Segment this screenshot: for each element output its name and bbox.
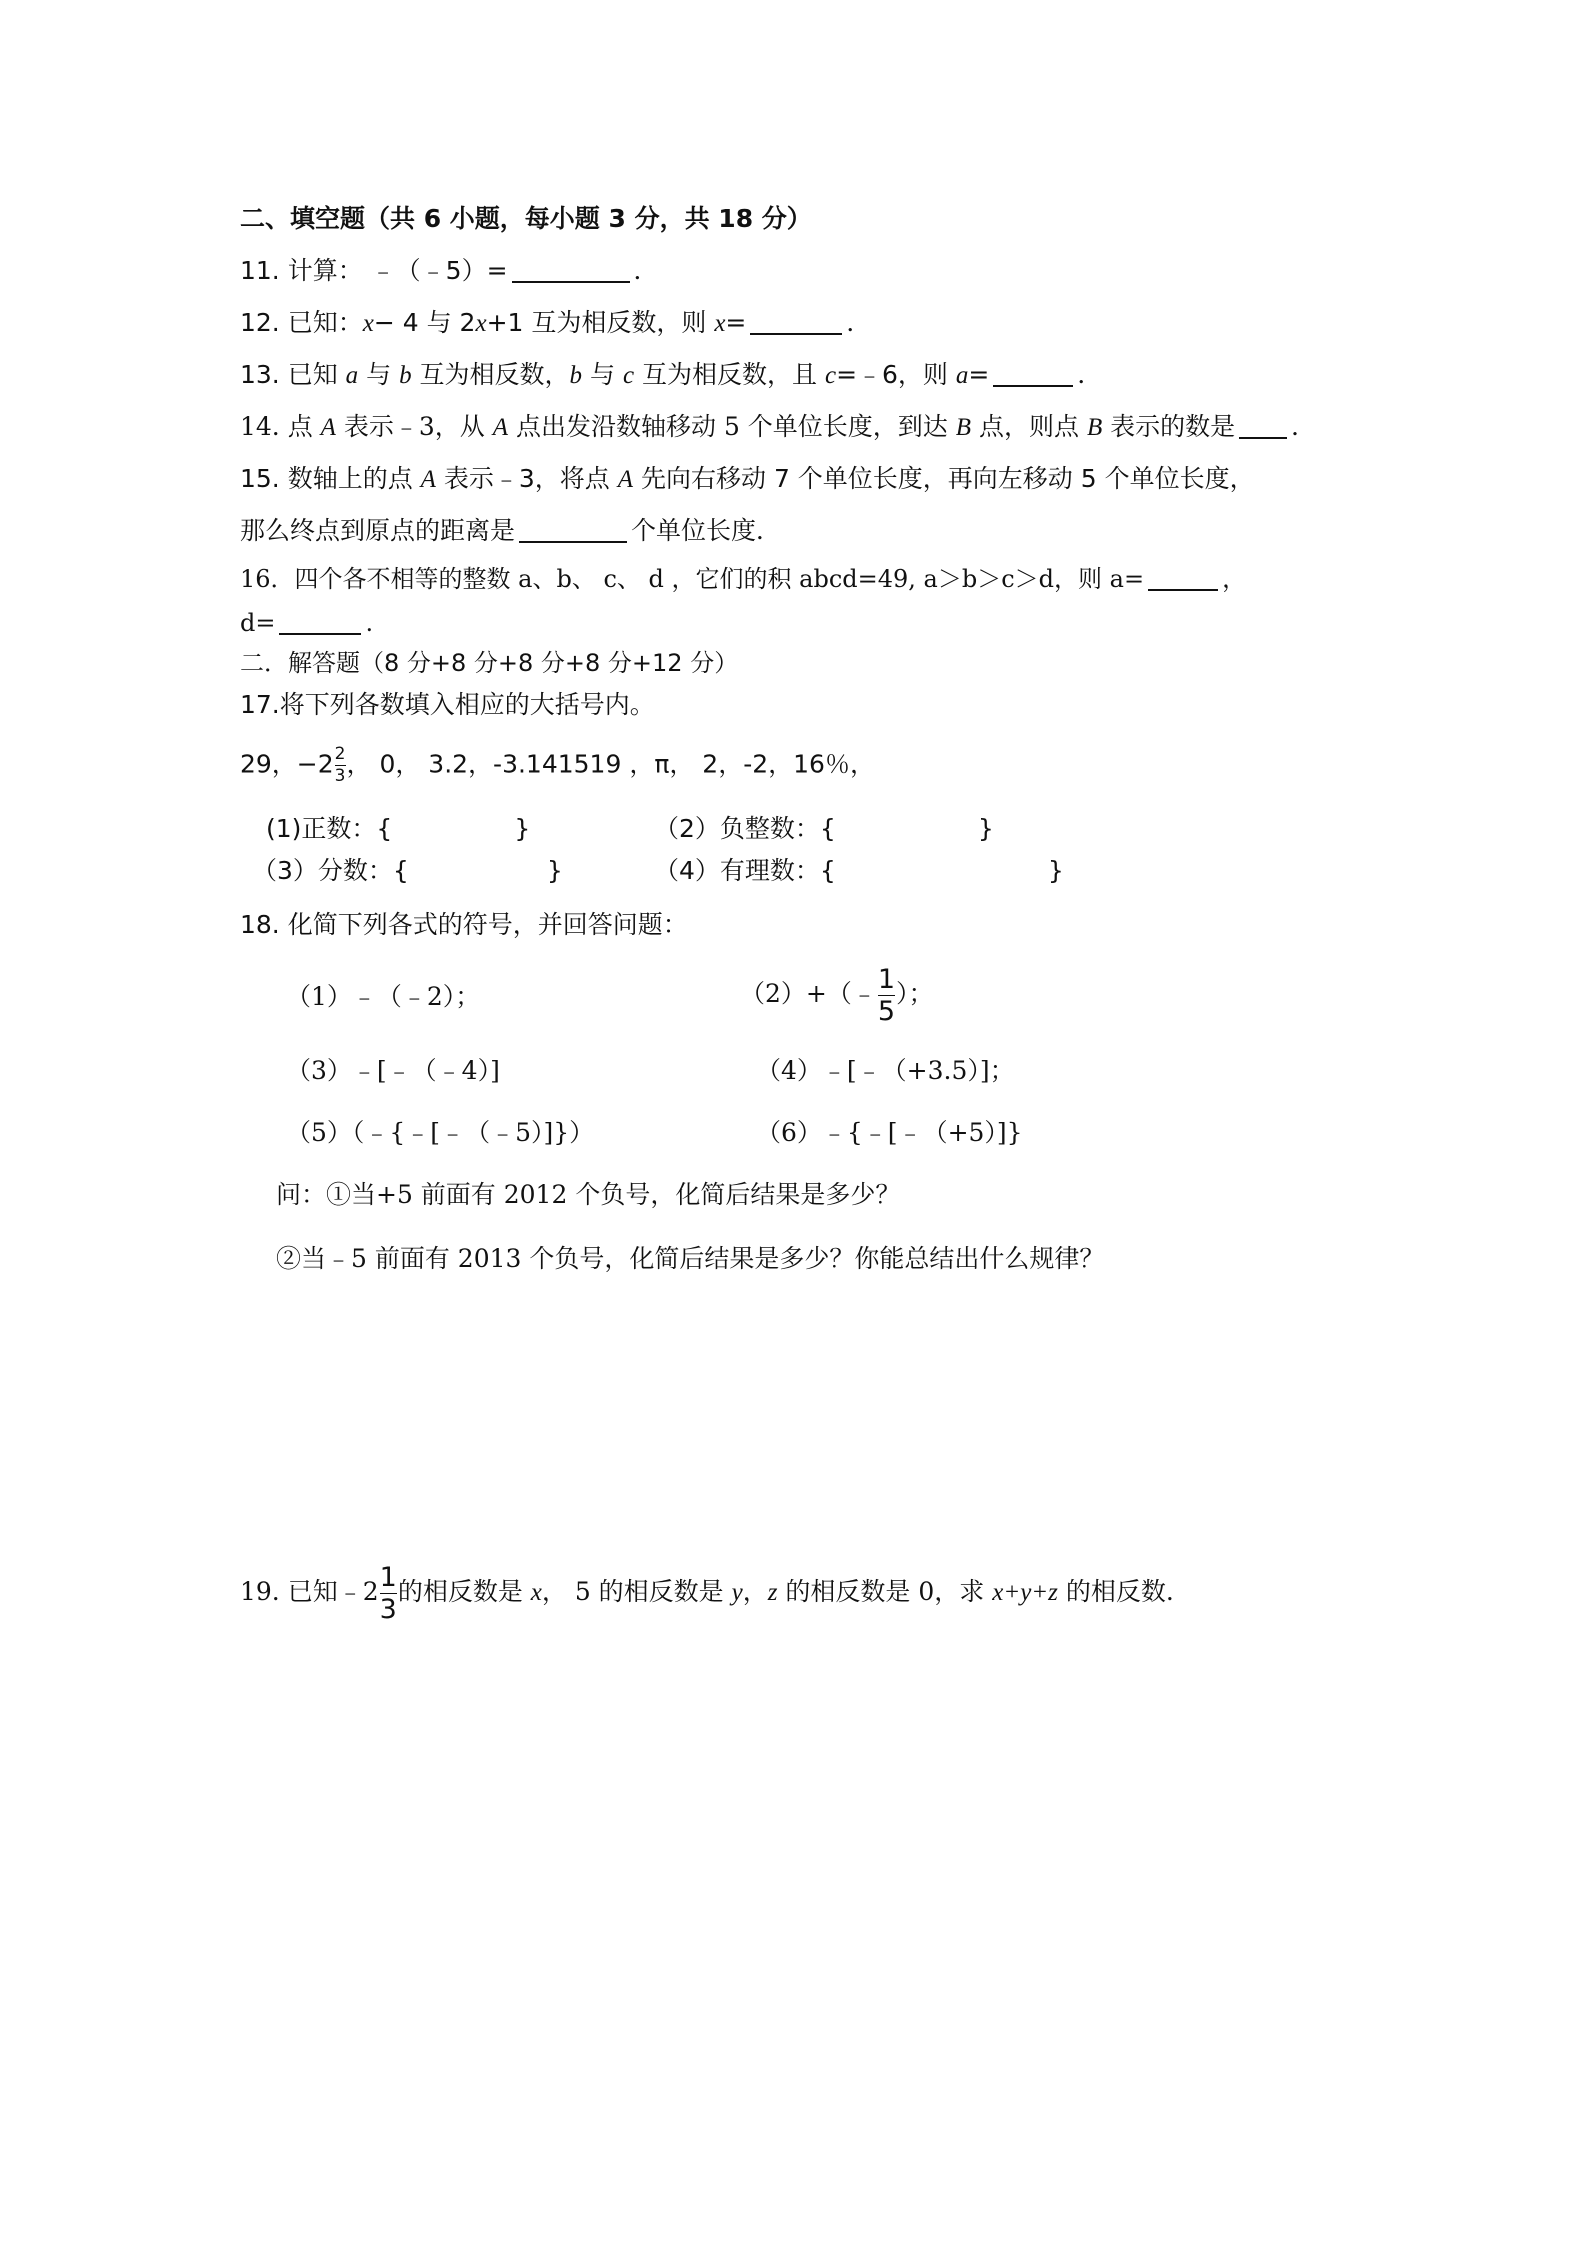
question-14 (240, 410, 1316, 445)
question-18-ask-2 (276, 1242, 1104, 1276)
brace-close: } (514, 814, 531, 843)
brace-close: } (1047, 856, 1064, 885)
question-text: 19. 已知﹣2 (240, 1577, 379, 1606)
text: 已知： (287, 308, 363, 337)
question-number: 13. (240, 360, 280, 389)
question-end: ． (846, 308, 872, 337)
variable-z: z (767, 1579, 778, 1606)
part-6 (756, 1116, 1023, 1150)
question-text: 的相反数是 (397, 1577, 531, 1606)
question-12 (240, 306, 871, 341)
point-a: A (492, 414, 509, 441)
fraction-numerator: 2 (334, 744, 346, 764)
part-1 (286, 980, 480, 1014)
question-end: ． (1291, 412, 1317, 441)
point-a: A (320, 414, 336, 441)
category-label: （4）有理数：{ (654, 856, 836, 885)
question-text: ， 5 的相反数是 (541, 1577, 732, 1606)
fraction (335, 746, 346, 785)
question-text: 计算： ﹣（﹣5）= (287, 256, 508, 285)
expression: （6）﹣{﹣[﹣（+5）]} (756, 1118, 1023, 1147)
question-number: 12. (240, 308, 280, 337)
fraction (878, 966, 895, 1025)
question-16-line-2 (240, 606, 373, 640)
text: 表示﹣3，将点 (435, 464, 618, 493)
variable-a: a (345, 362, 359, 389)
expression: （3）﹣[﹣（﹣4）] (286, 1056, 500, 1085)
text: 表示﹣3，从 (335, 412, 493, 441)
expression: （5）（﹣{﹣[﹣（﹣5）]}） (286, 1118, 595, 1147)
section-title-text: 二．解答题（8 分+8 分+8 分+8 分+12 分） (240, 649, 739, 677)
fraction-numerator: 1 (379, 1562, 397, 1593)
text: ， 0， 3.2，-3.141519 ，π， 2，-2，16％， (346, 749, 875, 779)
text: 点，则点 (971, 412, 1087, 441)
answer-blank-d[interactable] (279, 609, 361, 635)
variable-x: x (362, 310, 374, 337)
text: . (365, 609, 374, 637)
answer-blank[interactable] (519, 517, 627, 543)
text: = (968, 360, 990, 389)
expression: ）； (896, 979, 934, 1008)
text: 先向右移动 7 个单位长度，再向左移动 5 个单位长度， (633, 464, 1255, 493)
text: 那么终点到原点的距离是 (240, 516, 516, 545)
question-text: 的相反数. (1057, 1577, 1174, 1606)
text: 29，−2 (240, 749, 334, 779)
variable-y: y (731, 1579, 743, 1606)
point-b: B (1086, 414, 1103, 441)
answer-blank-a[interactable] (1148, 565, 1218, 591)
question-text: 的相反数是 0，求 (777, 1577, 993, 1606)
text: d= (240, 609, 276, 637)
answer-blank[interactable] (512, 257, 630, 283)
part-5 (286, 1116, 594, 1150)
variable-c: c (622, 362, 635, 389)
question-text: ②当﹣5 前面有 2013 个负号，化简后结果是多少？你能总结出什么规律？ (276, 1244, 1105, 1273)
expression: （4）﹣[﹣（+3.5）]； (756, 1056, 1015, 1085)
answer-blank[interactable] (750, 309, 842, 335)
text: 与 (582, 360, 623, 389)
question-text: 18. 化简下列各式的符号，并回答问题： (240, 910, 688, 939)
answer-blank[interactable] (1239, 413, 1287, 439)
section-title-text: 二、填空题（共 6 小题，每小题 3 分，共 18 分） (240, 204, 812, 233)
question-11 (240, 254, 659, 288)
question-19 (240, 1564, 1174, 1623)
category-label: （3）分数：{ (252, 856, 409, 885)
fraction (380, 1564, 397, 1623)
brace-close: } (546, 856, 563, 885)
question-18-title (240, 908, 688, 942)
fraction-numerator: 1 (877, 964, 896, 995)
section-title-answer (240, 646, 738, 680)
expression-xyz: x+y+z (992, 1579, 1058, 1606)
category-rational (654, 854, 1064, 888)
question-15-line-2 (240, 514, 781, 548)
question-17-numbers (240, 746, 875, 785)
fraction-denominator: 3 (379, 1594, 397, 1625)
variable-b: b (569, 362, 583, 389)
question-number: 11. (240, 256, 280, 285)
text: +1 互为相反数，则 (486, 308, 715, 337)
part-4 (756, 1054, 1015, 1088)
question-18-ask-1 (276, 1178, 900, 1212)
text: 互为相反数，且 (634, 360, 825, 389)
category-positive (266, 812, 530, 846)
category-negative-integer (654, 812, 994, 846)
text: 点 (287, 412, 321, 441)
text: 点出发沿数轴移动 5 个单位长度，到达 (508, 412, 956, 441)
point-b: B (955, 414, 972, 441)
category-fraction (252, 854, 563, 888)
text: 个单位长度． (631, 516, 782, 545)
answer-blank[interactable] (993, 361, 1073, 387)
expression: （2）+（﹣ (740, 979, 877, 1008)
variable-x: x (714, 310, 726, 337)
question-16-line-1 (240, 562, 1246, 596)
text: = (725, 308, 747, 337)
fraction-denominator: 3 (334, 766, 346, 786)
question-end: ． (633, 256, 659, 285)
expression: （1）﹣（﹣2）； (286, 982, 481, 1011)
point-a: A (617, 466, 634, 493)
text: 互为相反数， (411, 360, 570, 389)
category-label: （2）负整数：{ (654, 814, 836, 843)
variable-b: b (399, 362, 412, 389)
text: − 4 与 2 (373, 308, 476, 337)
question-15-line-1 (240, 462, 1255, 497)
question-text: 17.将下列各数填入相应的大括号内。 (240, 690, 655, 719)
text: =﹣6，则 (836, 360, 956, 389)
section-title-fill-in (240, 202, 812, 236)
point-a: A (420, 466, 436, 493)
question-end: ． (1077, 360, 1103, 389)
question-text: ， (742, 1577, 768, 1606)
part-2 (740, 966, 934, 1025)
category-label: (1)正数：{ (266, 814, 393, 843)
text: 数轴上的点 (287, 464, 421, 493)
text: 表示的数是 (1102, 412, 1236, 441)
question-number: 15. (240, 464, 280, 493)
part-3 (286, 1054, 500, 1088)
variable-a: a (955, 362, 969, 389)
question-text: 问：①当+5 前面有 2012 个负号，化简后结果是多少？ (276, 1180, 901, 1209)
question-13 (240, 358, 1102, 393)
text: 与 (358, 360, 400, 389)
variable-x: x (530, 1579, 542, 1606)
variable-x: x (475, 310, 487, 337)
text: 16．四个各不相等的整数 a、b、 c、 d ，它们的积 abcd=49, a＞b＞c＞d，则 a= (240, 565, 1145, 593)
question-number: 14. (240, 412, 280, 441)
question-17-title (240, 688, 655, 722)
text: ， (1222, 565, 1247, 593)
fraction-denominator: 5 (877, 996, 896, 1027)
brace-close: } (977, 814, 994, 843)
text: 已知 (279, 360, 346, 389)
variable-c: c (824, 362, 837, 389)
